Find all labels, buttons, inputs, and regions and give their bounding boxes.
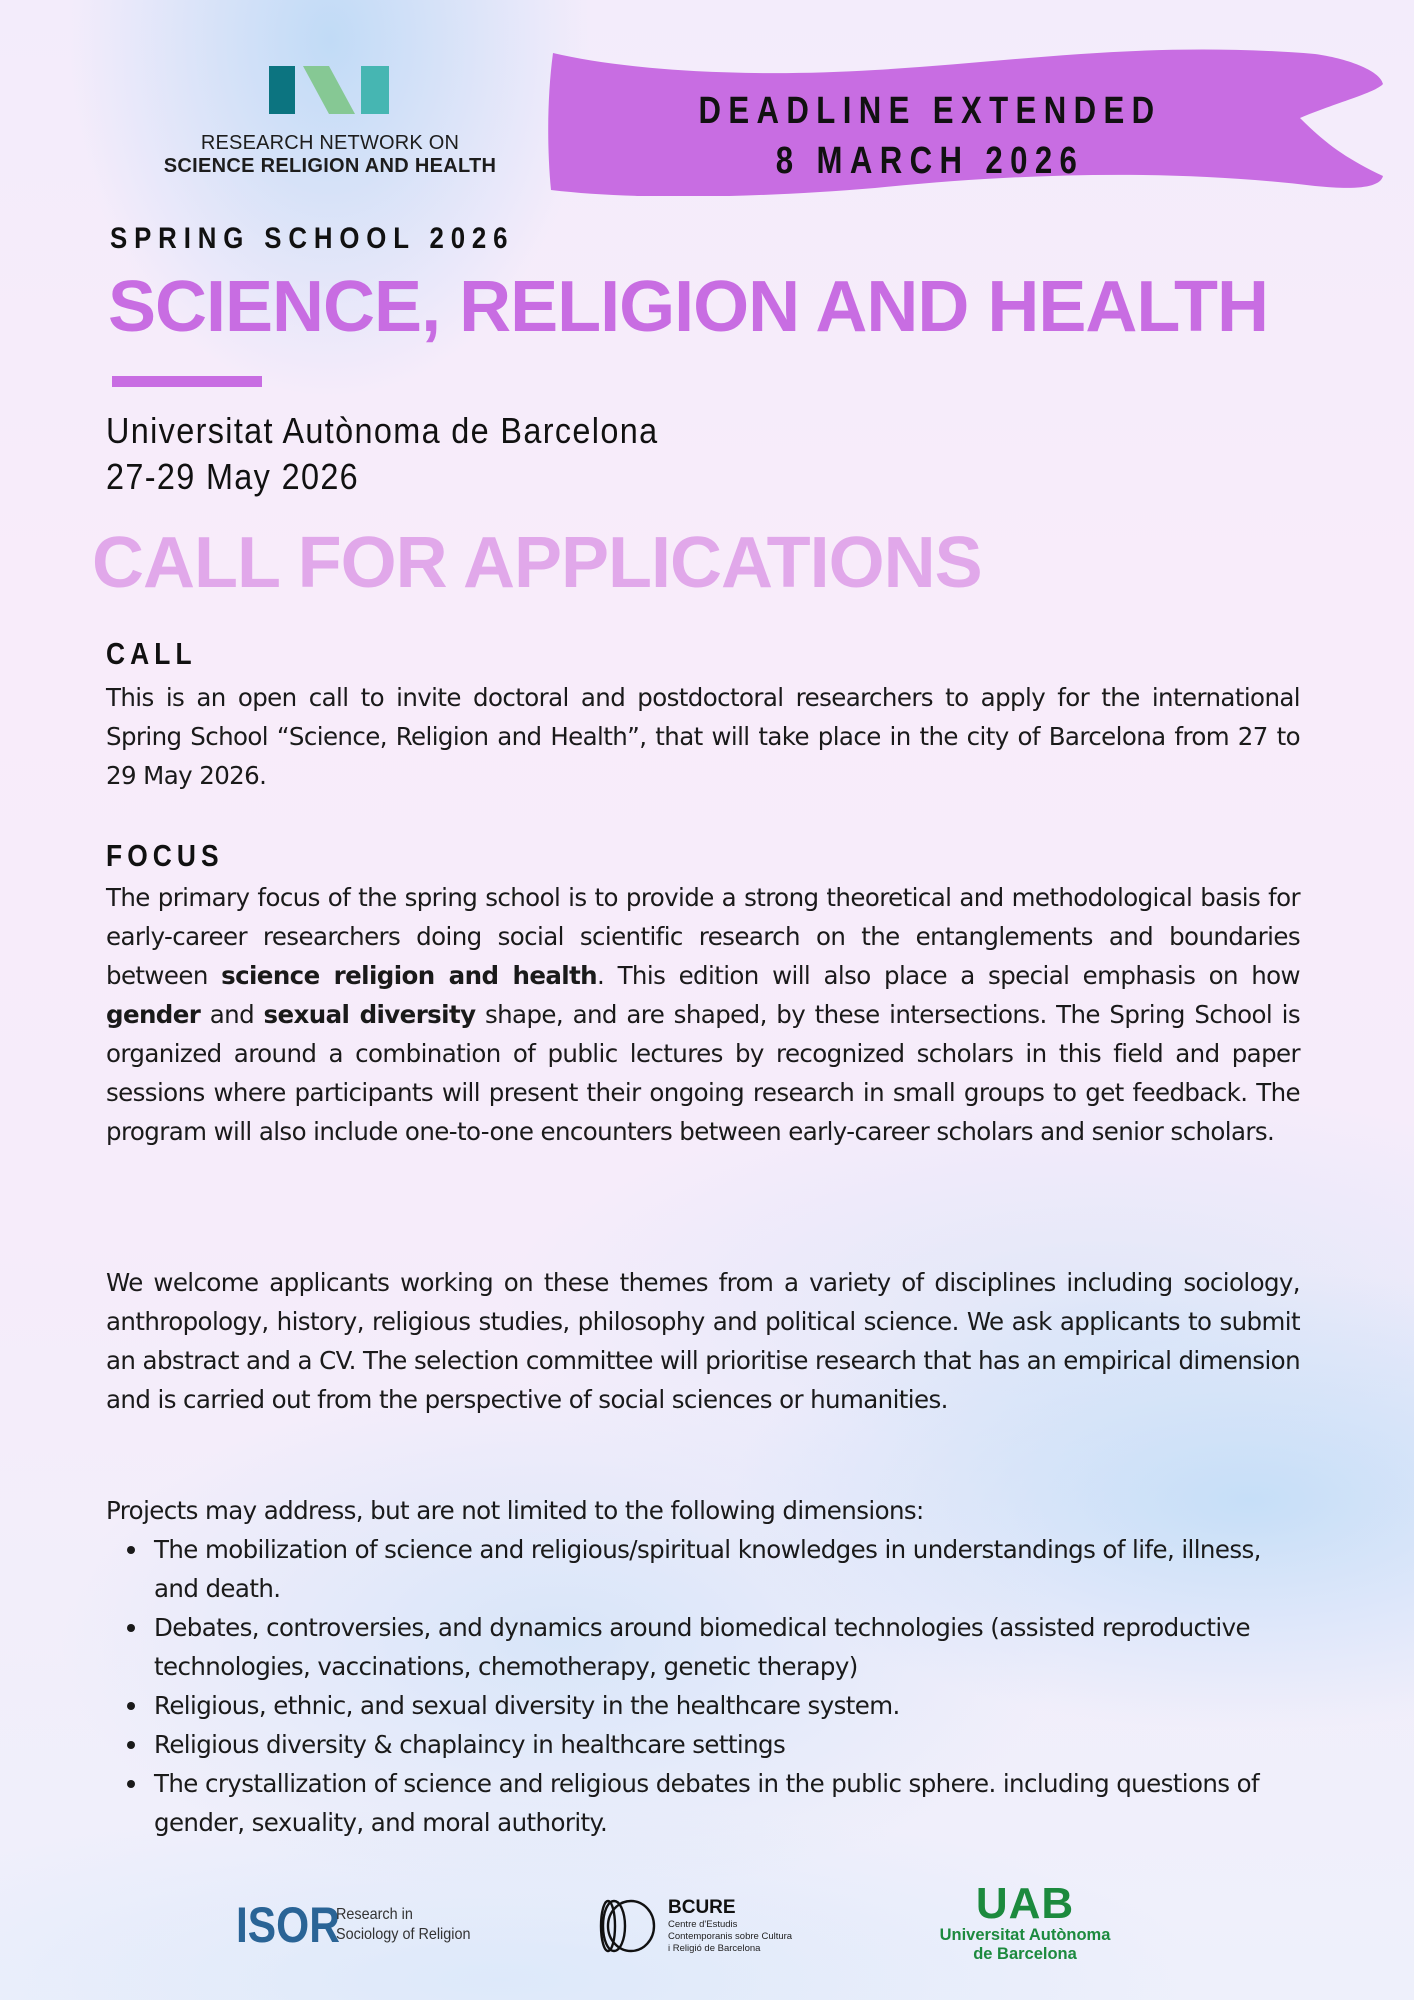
logo-bar-teal	[361, 66, 389, 114]
focus-bold-1: science religion and health	[221, 961, 598, 990]
focus-text-1: The primary focus of the spring school is to provide a strong theoretical and methodological basis for early-career researchers doing social scientific research on the entanglements and boundaries between	[106, 883, 1300, 990]
isor-mark: ISOR	[236, 1897, 340, 1953]
banner-text	[614, 86, 1245, 186]
focus-bold-2: gender	[106, 1000, 201, 1029]
focus-text-4: shape, and are shaped, by these intersections. The Spring School is organized around a combination of public lectures by recognized scholars in this field and paper sessions where participants will present their ongoing research in small groups to get feedback. The program will also include one-to-one encounters between early-career scholars and senior scholars.	[106, 1000, 1300, 1146]
logo-line-1: RESEARCH NETWORK ON	[200, 132, 460, 154]
banner-line-1: DEADLINE EXTENDED	[698, 90, 1162, 132]
uab-mark: UAB	[975, 1879, 1075, 1928]
call-paragraph: This is an open call to invite doctoral and postdoctoral researchers to apply for the international Spring School “Science, Religion and Health”, that will take place in the city of Barcelona from 27 to 29 May 2026.	[106, 683, 1300, 790]
venue-block	[106, 408, 658, 500]
bcure-logo	[598, 1897, 792, 1955]
logo-bar-dark	[269, 66, 295, 114]
venue-name: Universitat Autònoma de Barcelona	[106, 410, 659, 451]
list-item	[106, 1686, 1300, 1725]
uab-line-2: de Barcelona	[973, 1945, 1077, 1963]
focus-paragraph	[106, 878, 1300, 1151]
rn-bars-logo-icon	[269, 66, 391, 114]
bullet-icon	[127, 1546, 135, 1554]
banner-line-2: 8 MARCH 2026	[775, 140, 1085, 182]
bcure-line-1: Centre d'Estudis	[668, 1919, 738, 1930]
bcure-text	[668, 1897, 792, 1955]
focus-bold-3: sexual diversity	[263, 1000, 476, 1029]
isor-line-2: Sociology of Religion	[336, 1926, 471, 1943]
isor-text	[336, 1905, 470, 1945]
bcure-name: BCURE	[668, 1897, 736, 1918]
deadline-banner	[545, 48, 1390, 196]
bullet-icon	[127, 1780, 135, 1788]
section-heading-focus: FOCUS	[106, 838, 224, 873]
bullet-icon	[127, 1741, 135, 1749]
list-item-text: Religious diversity & chaplaincy in healthcare settings	[154, 1730, 786, 1759]
bcure-rings-icon	[598, 1898, 656, 1954]
projects-block	[106, 1491, 1300, 1842]
page-title: SCIENCE, RELIGION AND HEALTH	[108, 267, 1269, 347]
list-item	[106, 1530, 1300, 1608]
welcome-paragraph: We welcome applicants working on these themes from a variety of disciplines including sociology, anthropology, history, religious studies, philosophy and political science. We ask applicants to submit an abstract and a CV. The selection committee will prioritise research that has an empirical dimension and is carried out from the perspective of social sciences or humanities.	[106, 1268, 1300, 1414]
list-item-text: The crystallization of science and religious debates in the public sphere. including questions of gender, sexuality, and moral authority.	[154, 1769, 1260, 1837]
focus-text-3: and	[200, 1000, 264, 1029]
bullet-icon	[127, 1702, 135, 1710]
list-item-text: Religious, ethnic, and sexual diversity in the healthcare system.	[154, 1691, 900, 1720]
list-item-text: Debates, controversies, and dynamics around biomedical technologies (assisted reproductive technologies, vaccinations, chemotherapy, genetic therapy)	[154, 1613, 1250, 1681]
list-item	[106, 1608, 1300, 1686]
event-dates: 27-29 May 2026	[106, 456, 360, 497]
list-item	[106, 1725, 1300, 1764]
logo-line-2: SCIENCE RELIGION AND HEALTH	[163, 155, 497, 177]
research-network-logo	[130, 66, 530, 178]
isor-logo	[236, 1896, 485, 1954]
bullet-icon	[127, 1624, 135, 1632]
dimensions-list	[106, 1530, 1300, 1842]
uab-logo	[915, 1879, 1135, 1964]
bcure-line-3: i Religió de Barcelona	[668, 1943, 761, 1954]
list-item-text: The mobilization of science and religious/spiritual knowledges in understandings of life, illness, and death.	[154, 1535, 1261, 1603]
projects-intro: Projects may address, but are not limited to the following dimensions:	[106, 1496, 924, 1525]
title-divider	[112, 376, 262, 387]
uab-line-1: Universitat Autònoma	[939, 1926, 1111, 1944]
list-item	[106, 1764, 1300, 1842]
bcure-line-2: Contemporanis sobre Cultura	[668, 1931, 793, 1942]
event-eyebrow: SPRING SCHOOL 2026	[110, 222, 515, 255]
focus-text-2: . This edition will also place a special emphasis on how	[597, 961, 1300, 990]
isor-line-1: Research in	[336, 1906, 413, 1923]
logo-bar-diagonal	[303, 66, 355, 114]
call-for-applications-title: CALL FOR APPLICATIONS	[92, 523, 982, 603]
section-heading-call: CALL	[106, 636, 197, 671]
